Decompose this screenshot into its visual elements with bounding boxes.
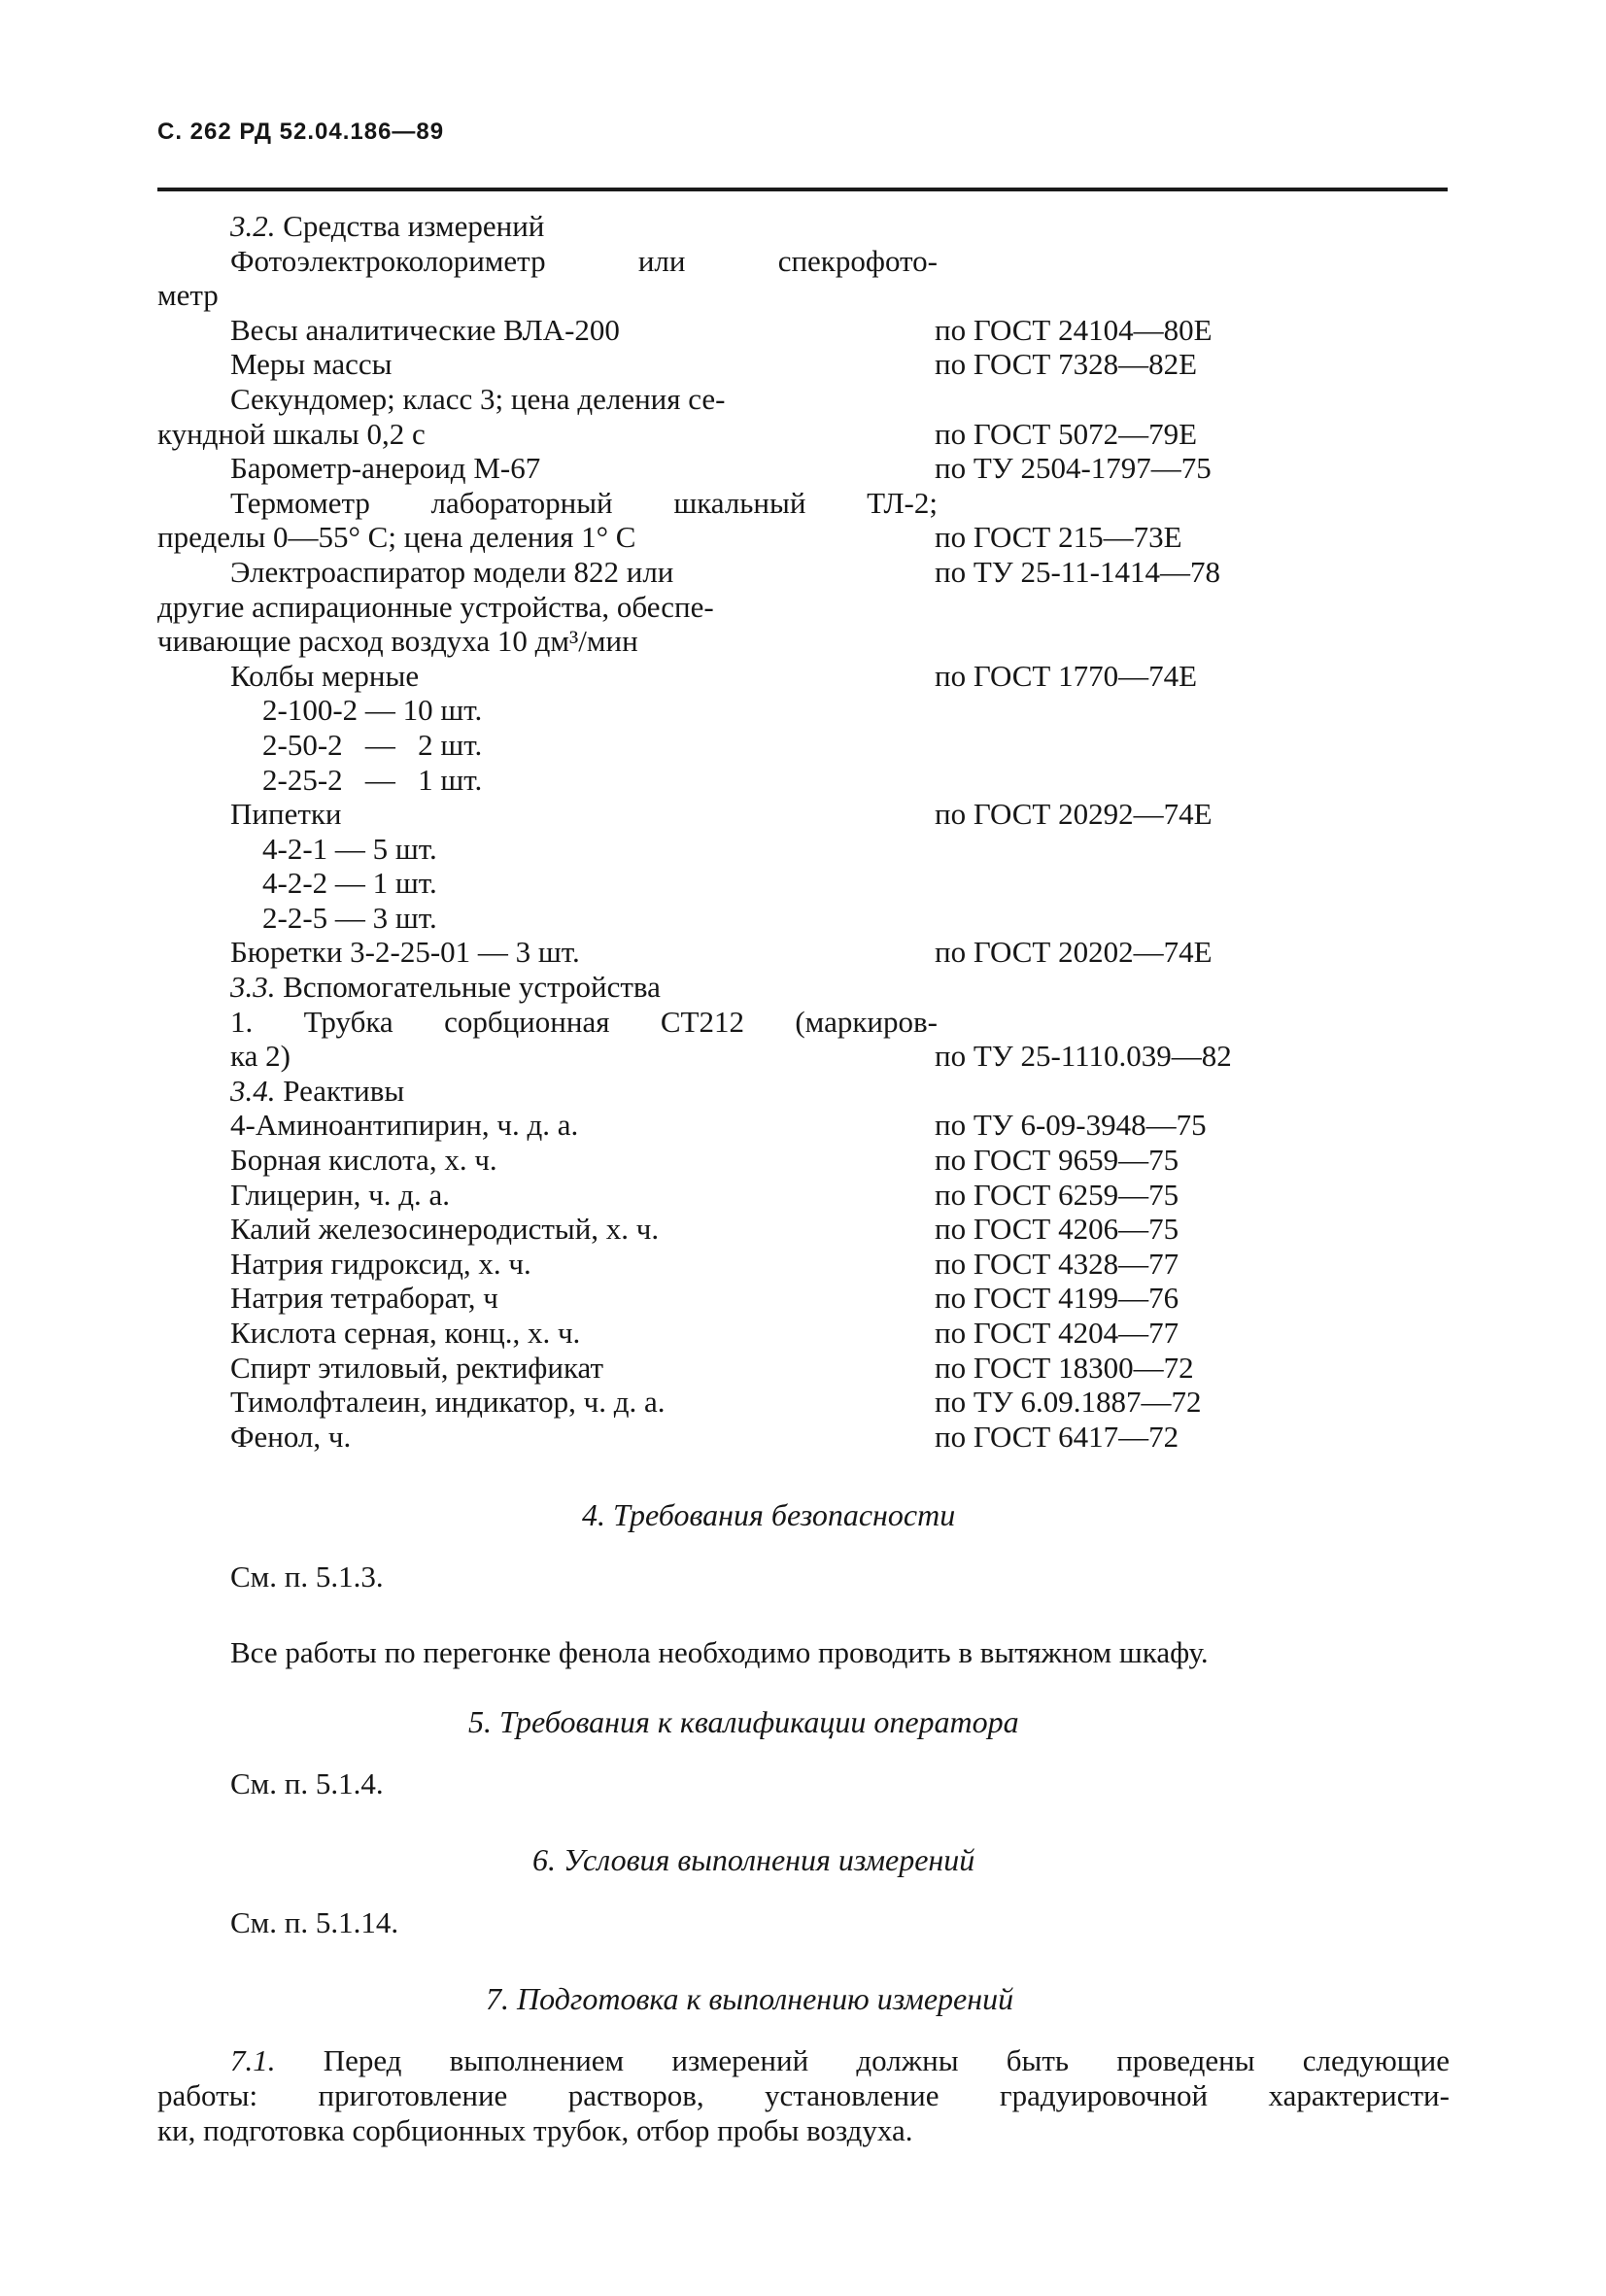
item-label: 2-100-2 — 10 шт. [262,693,483,728]
paragraph-word: характеристи- [1268,2078,1450,2112]
equipment-row [0,1074,1606,1109]
equipment-row [0,901,1606,936]
item-text [230,970,661,1005]
item-text [230,1247,531,1282]
item-word: (маркиров- [795,1004,938,1039]
item-label: Весы аналитические ВЛА-200 [230,312,620,347]
subsection-title: Реактивы [283,1073,405,1108]
equipment-row [0,728,1606,763]
item-text [157,417,426,452]
section-5-title: 5. Требования к квалификации оператора [468,1704,1019,1739]
paragraph-line [157,2113,1450,2148]
item-text [262,693,482,728]
item-text [230,486,938,521]
item-label: метр [157,278,219,313]
equipment-row [0,797,1606,832]
item-text [230,1143,497,1178]
item-text [230,659,419,694]
item-label: Натрия гидроксид, х. ч. [230,1246,531,1281]
item-label: 2-25-2 — 1 шт. [262,762,483,797]
paragraph-word: Перед [323,2043,402,2077]
item-label: Борная кислота, х. ч. [230,1143,497,1178]
item-label: ка 2) [230,1039,290,1074]
item-label: другие аспирационные устройства, обеспе- [157,589,714,624]
item-label: чивающие расход воздуха 10 дм³/мин [157,624,638,659]
equipment-row [0,555,1606,590]
paragraph-word: работы: [157,2078,258,2112]
item-text [230,1420,351,1455]
equipment-row [0,1316,1606,1351]
section-7-title: 7. Подготовка к выполнению измерений [486,1981,1014,2016]
section-7-paragraph [157,2043,1450,2148]
page-header: С. 262 РД 52.04.186—89 [157,119,445,145]
item-text [262,763,482,798]
equipment-row [0,313,1606,348]
section-5-ref: См. п. 5.1.4. [230,1766,384,1800]
item-text [230,1039,290,1074]
standard-reference: по ГОСТ 7328—82Е [935,347,1198,382]
equipment-row [0,624,1606,659]
paragraph-line [157,2043,1450,2078]
item-text [230,935,580,970]
equipment-row [0,1143,1606,1178]
item-text [230,313,620,348]
equipment-row [0,244,1606,279]
item-text [230,244,938,279]
item-text [262,901,437,936]
paragraph-word: быть [1006,2043,1070,2077]
item-label: 4-2-1 — 5 шт. [262,831,437,866]
item-word: спекрофото- [777,243,938,278]
standard-reference: по ГОСТ 4199—76 [935,1281,1179,1316]
item-label: 4-Аминоантипирин, ч. д. а. [230,1108,579,1143]
item-text [230,555,673,590]
equipment-row [0,935,1606,970]
equipment-row [0,1178,1606,1213]
equipment-row [0,590,1606,625]
standard-reference: по ГОСТ 6259—75 [935,1177,1179,1212]
equipment-row [0,347,1606,382]
subsection-title: Средства измерений [283,209,545,243]
item-text [230,382,726,417]
equipment-row [0,1351,1606,1386]
item-word: шкальный [673,485,806,520]
standard-reference: по ГОСТ 4206—75 [935,1212,1179,1247]
equipment-row [0,1420,1606,1455]
equipment-row [0,278,1606,313]
item-label: Меры массы [230,347,393,382]
standard-reference: по ГОСТ 4204—77 [935,1316,1179,1350]
standard-reference: по ГОСТ 18300—72 [935,1350,1194,1385]
item-label: Бюретки 3-2-25-01 — 3 шт. [230,935,580,970]
item-label: Пипетки [230,797,342,832]
item-text [157,590,714,625]
equipment-row [0,832,1606,867]
item-label: 4-2-2 — 1 шт. [262,866,437,901]
item-text [262,866,437,901]
item-text [157,520,635,555]
paragraph-word: приготовление [318,2078,508,2112]
equipment-row [0,763,1606,798]
paragraph-word: растворов, [567,2078,704,2112]
item-word: Термометр [230,485,370,520]
item-text [230,1178,450,1213]
standard-reference: по ГОСТ 215—73Е [935,520,1182,555]
item-text [157,624,638,659]
item-text [230,347,393,382]
subsection-number: 3.2. [230,209,276,243]
paragraph-word: проведены [1116,2043,1255,2077]
paragraph-word: ки, подготовка сорбционных трубок, отбор пробы воздуха. [157,2113,913,2147]
paragraph-word: установление [765,2078,940,2112]
item-text [230,1005,938,1040]
equipment-row [0,382,1606,417]
section-4-ref: См. п. 5.1.3. [230,1559,384,1593]
equipment-row [0,451,1606,486]
item-label: Барометр-анероид М-67 [230,451,541,486]
standard-reference: по ГОСТ 20292—74Е [935,797,1213,832]
subsection-title: Вспомогательные устройства [283,970,661,1005]
equipment-row [0,417,1606,452]
item-word: 1. [230,1004,254,1039]
section-4-text: Все работы по перегонке фенола необходимо проводить в вытяжном шкафу. [230,1635,1209,1669]
equipment-row [0,1385,1606,1420]
section-4-title: 4. Требования безопасности [582,1497,956,1532]
equipment-row [0,1247,1606,1282]
subsection-number: 3.3. [230,970,276,1005]
item-word: лабораторный [430,485,613,520]
item-text [230,1212,659,1247]
item-text [157,278,219,313]
item-word: Трубка [303,1004,393,1039]
standard-reference: по ГОСТ 5072—79Е [935,416,1198,451]
item-label: 2-50-2 — 2 шт. [262,727,483,762]
item-text [262,832,437,867]
item-label: Колбы мерные [230,658,420,693]
item-label: пределы 0—55° С; цена деления 1° С [157,520,636,555]
item-label: Электроаспиратор модели 822 или [230,554,674,589]
item-text [230,1281,498,1316]
standard-reference: по ГОСТ 4328—77 [935,1246,1179,1281]
standard-reference: по ГОСТ 6417—72 [935,1419,1179,1454]
item-word: сорбционная [444,1004,610,1039]
item-word: или [637,243,686,278]
item-word: СТ212 [660,1004,744,1039]
standard-reference: по ТУ 25-11-1414—78 [935,554,1220,589]
item-text [230,1074,404,1109]
item-label: Кислота серная, конц., х. ч. [230,1316,581,1350]
standard-reference: по ТУ 2504-1797—75 [935,451,1212,486]
item-text [230,1108,578,1143]
item-label: Фенол, ч. [230,1419,352,1454]
equipment-row [0,970,1606,1005]
standard-reference: по ТУ 6.09.1887—72 [935,1385,1202,1420]
equipment-row [0,486,1606,521]
standard-reference: по ГОСТ 24104—80Е [935,312,1213,347]
paragraph-word: следующие [1302,2043,1450,2077]
header-rule [157,188,1448,191]
item-label: 2-2-5 — 3 шт. [262,900,437,935]
subsection-number: 7.1. [230,2043,276,2077]
equipment-row [0,1005,1606,1040]
equipment-row [0,1281,1606,1316]
item-text [230,1316,580,1351]
item-label: Натрия тетраборат, ч [230,1281,498,1316]
item-text [230,209,544,244]
equipment-row [0,209,1606,244]
equipment-row [0,1039,1606,1074]
item-word: ТЛ-2; [867,485,938,520]
equipment-row [0,693,1606,728]
standard-reference: по ТУ 25-1110.039—82 [935,1039,1232,1074]
item-label: Глицерин, ч. д. а. [230,1177,451,1212]
paragraph-word: измерений [671,2043,809,2077]
item-text [262,728,482,763]
paragraph-line [157,2078,1450,2113]
paragraph-word: градуировочной [999,2078,1209,2112]
subsection-number: 3.4. [230,1073,276,1108]
item-label: Калий железосинеродистый, х. ч. [230,1212,660,1247]
equipment-row [0,1212,1606,1247]
item-label: кундной шкалы 0,2 с [157,416,426,451]
item-label: Тимолфталеин, индикатор, ч. д. а. [230,1385,666,1420]
equipment-row [0,659,1606,694]
item-word: Фотоэлектроколориметр [230,243,546,278]
item-text [230,451,540,486]
paragraph-word: должны [856,2043,959,2077]
equipment-list [0,209,1606,1454]
equipment-row [0,1108,1606,1143]
item-text [230,797,342,832]
item-text [230,1351,603,1386]
section-6-title: 6. Условия выполнения измерений [532,1842,975,1877]
item-label: Секундомер; класс 3; цена деления се- [230,381,726,416]
standard-reference: по ТУ 6-09-3948—75 [935,1108,1207,1143]
item-label: Спирт этиловый, ректификат [230,1350,604,1385]
standard-reference: по ГОСТ 1770—74Е [935,658,1198,693]
paragraph-word: выполнением [449,2043,625,2077]
equipment-row [0,866,1606,901]
standard-reference: по ГОСТ 20202—74Е [935,935,1213,970]
equipment-row [0,520,1606,555]
item-text [230,1385,666,1420]
section-6-ref: См. п. 5.1.14. [230,1905,399,1939]
standard-reference: по ГОСТ 9659—75 [935,1143,1179,1178]
